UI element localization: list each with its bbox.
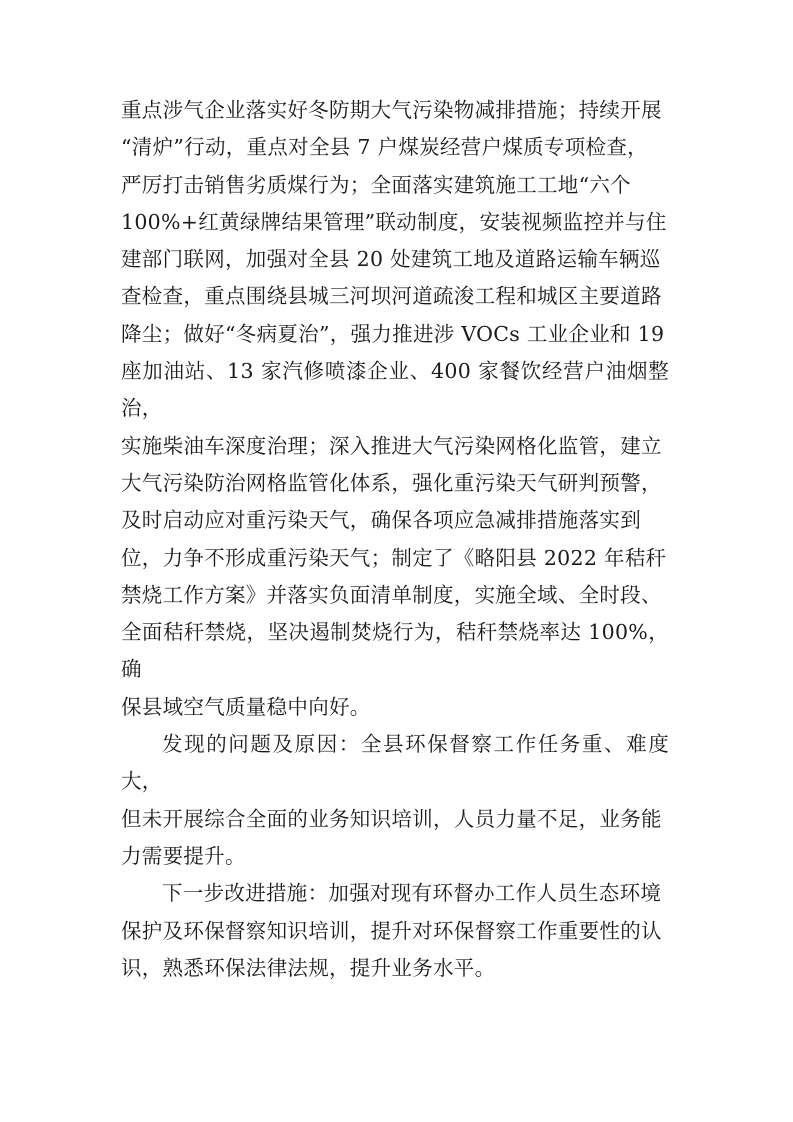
paragraph-problems-and-causes (121, 726, 669, 875)
text-line: 力需要提升。 (121, 843, 246, 868)
text-line: 发现的问题及原因：全县环保督察工作任务重、难度大， (121, 732, 669, 794)
text-line: 降尘；做好“冬病夏治”，强力推进涉 VOCs 工业企业和 19 (121, 321, 665, 346)
text-line: 位，力争不形成重污染天气；制定了《略阳县 2022 年秸秆 (121, 545, 667, 570)
text-line: 建部门联网，加强对全县 20 处建筑工地及道路运输车辆巡 (121, 247, 661, 272)
text-line: 查检查，重点围绕县城三河坝河道疏浚工程和城区主要道路 (121, 284, 662, 309)
paragraph-improvement-measures (121, 875, 669, 987)
text-line: 100%+红黄绿牌结果管理”联动制度，安装视频监控并与住 (121, 209, 667, 234)
text-line: “清炉”行动，重点对全县 7 户煤炭经营户煤质专项检查， (121, 135, 648, 160)
text-line: 禁烧工作方案》并落实负面清单制度，实施全域、全时段、 (121, 582, 662, 607)
text-line: 保护及环保督察知识培训，提升对环保督察工作重要性的认 (121, 918, 662, 943)
document-body (121, 92, 669, 987)
text-line: 下一步改进措施：加强对现有环督办工作人员生态环境 (162, 881, 662, 906)
text-line: 大气污染防治网格监管化体系，强化重污染天气研判预警， (121, 470, 662, 495)
text-line: 及时启动应对重污染天气，确保各项应急减排措施落实到 (121, 508, 641, 533)
text-line: 全面秸秆禁烧，坚决遏制焚烧行为，秸秆禁烧率达 100%，确 (121, 620, 669, 682)
text-line: 重点涉气企业落实好冬防期大气污染物减排措施；持续开展 (121, 98, 662, 122)
text-line: 严厉打击销售劣质煤行为；全面落实建筑施工工地“六个 (121, 172, 631, 197)
text-line: 保县域空气质量稳中向好。 (121, 694, 371, 719)
text-line: 座加油站、13 家汽修喷漆企业、400 家餐饮经营户油烟整治， (121, 359, 669, 421)
paragraph-air-pollution-measures (121, 92, 669, 726)
text-line: 但未开展综合全面的业务知识培训，人员力量不足，业务能 (121, 806, 662, 831)
text-line: 实施柴油车深度治理；深入推进大气污染网格化监管，建立 (121, 433, 662, 458)
text-line: 识，熟悉环保法律法规，提升业务水平。 (121, 955, 496, 980)
